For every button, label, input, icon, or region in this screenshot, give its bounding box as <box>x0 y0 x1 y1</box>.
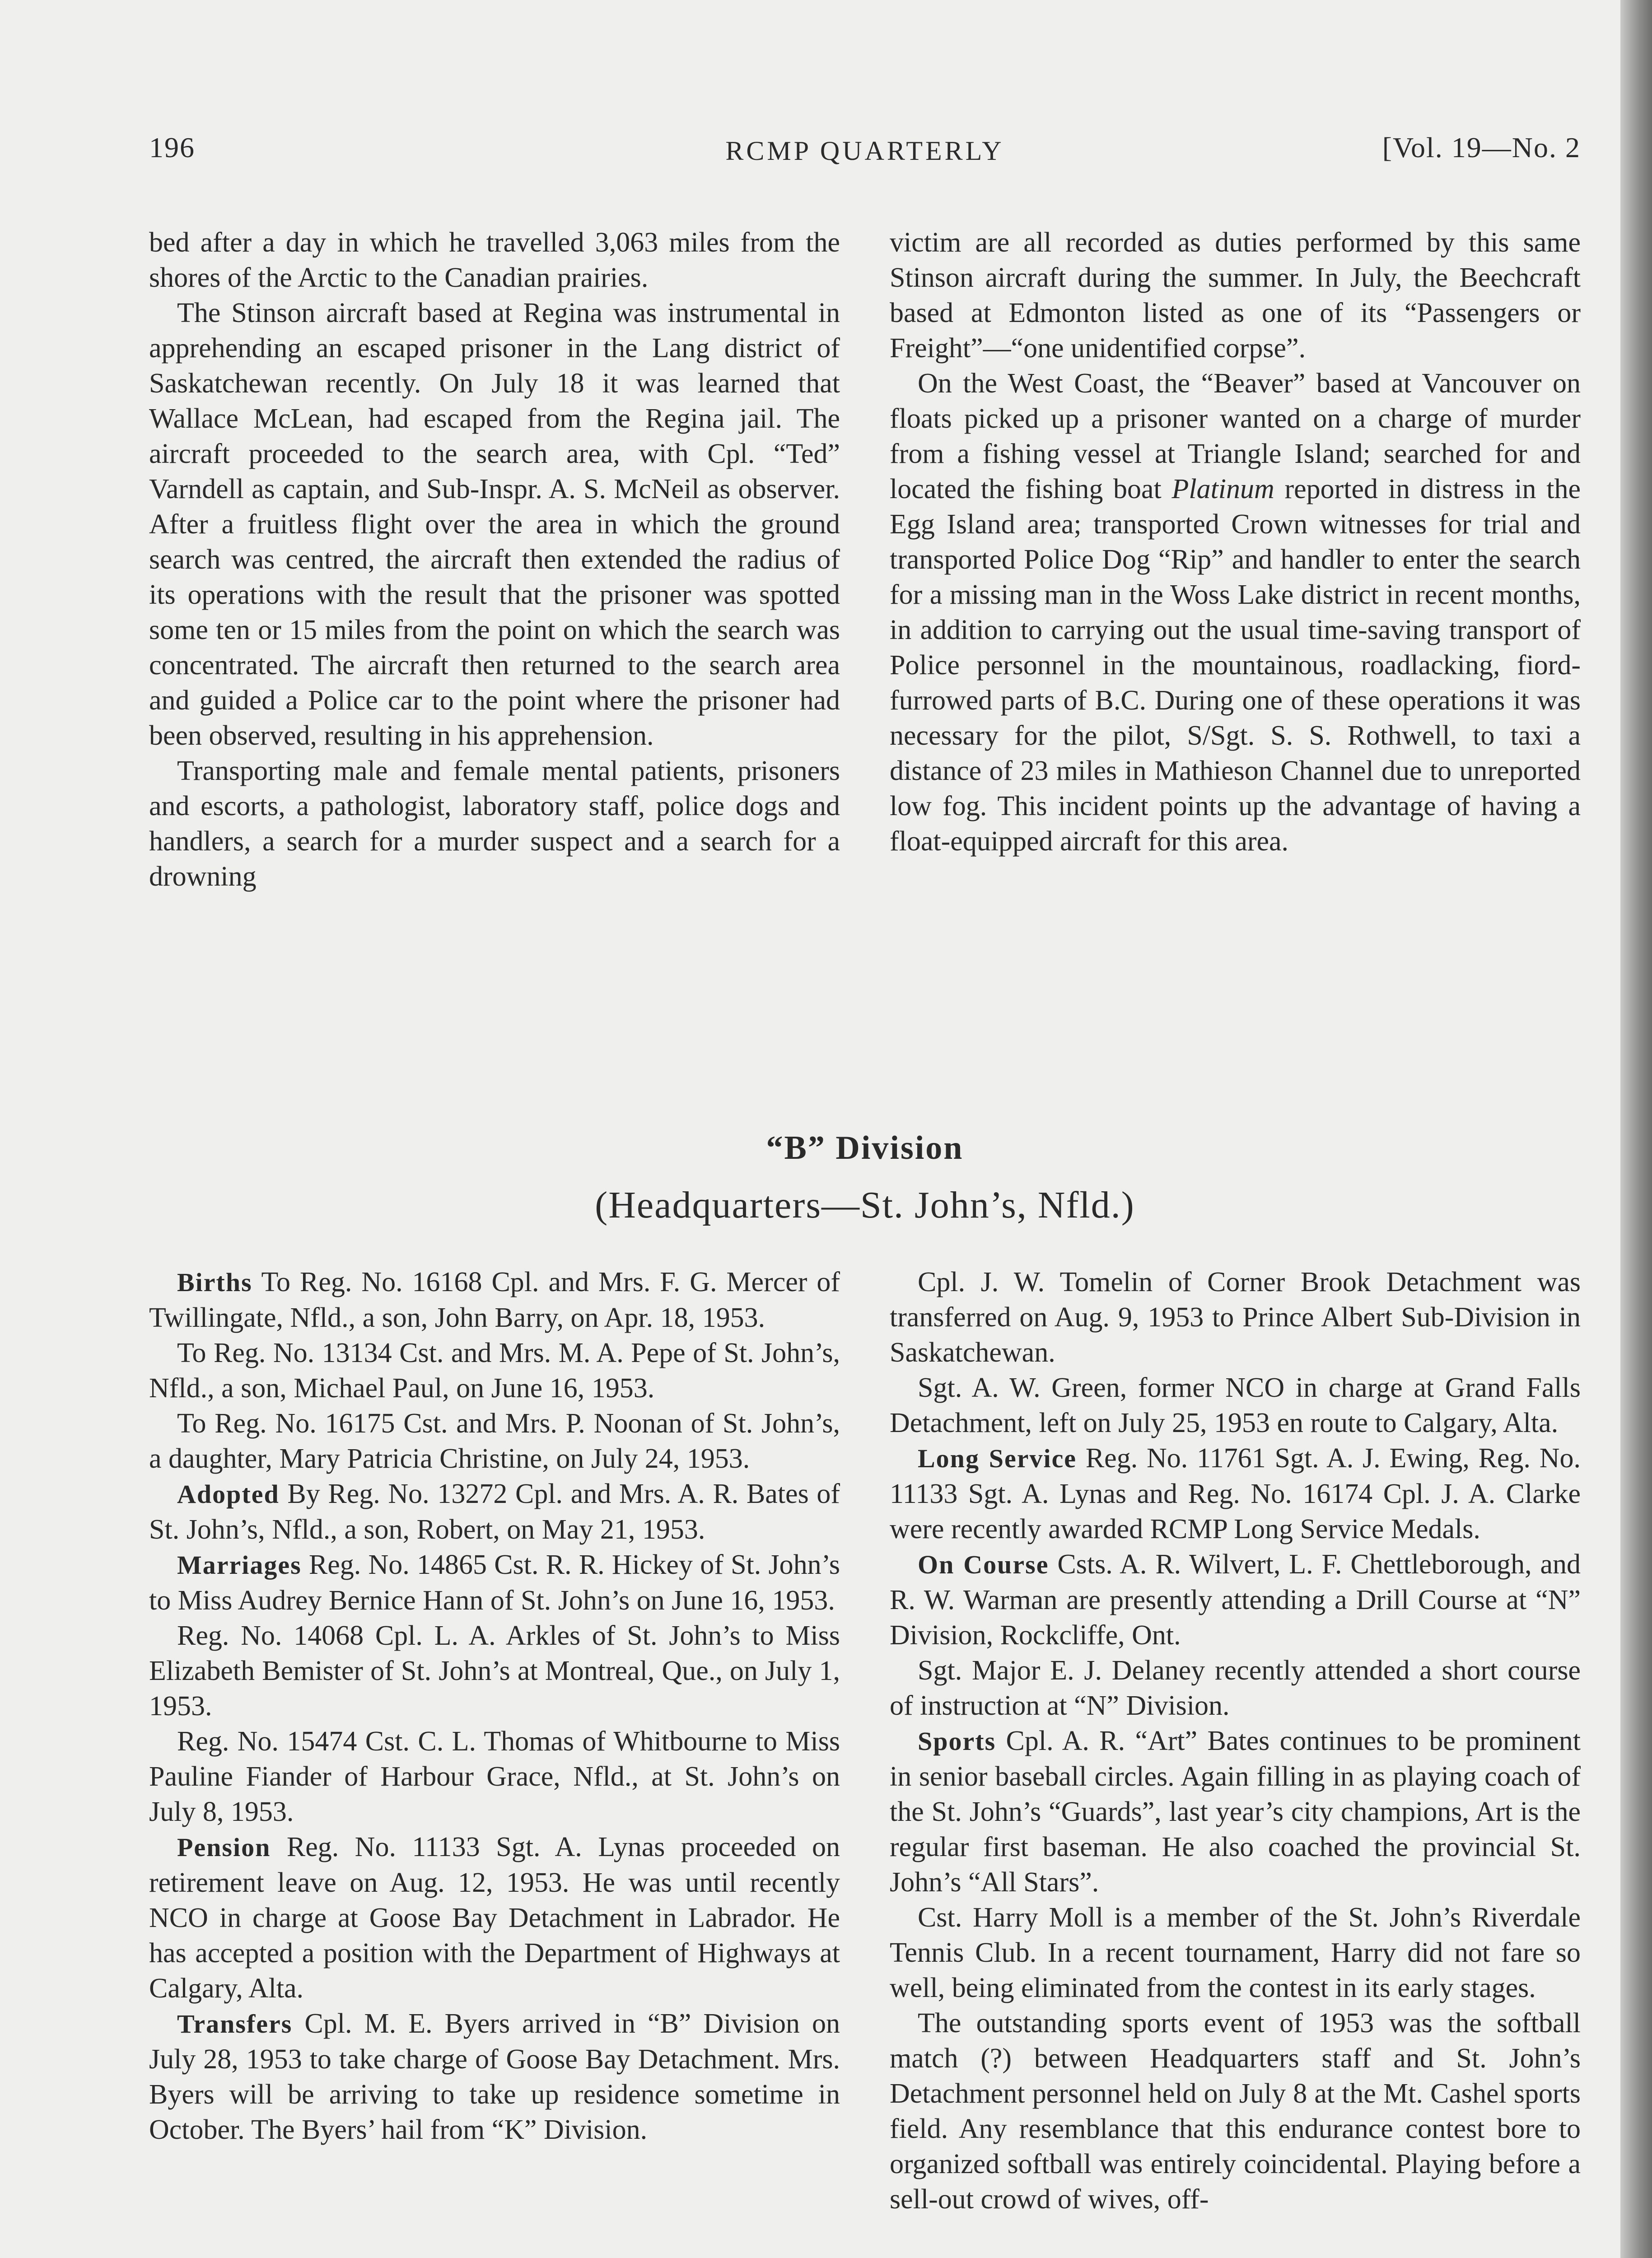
bottom-left-column <box>149 1264 840 2147</box>
paragraph: Cst. Harry Moll is a member of the St. John’s Riverdale Tennis Club. In a recent tournament, Harry did not fare so well, being eliminated from the contest in its early stages. <box>890 1902 1581 2003</box>
bottom-right-column <box>890 1264 1581 2217</box>
paragraph: victim are all recorded as duties performed by this same Stinson aircraft during the summer. In July, the Beechcraft based at Edmonton listed as one of its “Passengers or Freight”—“one unidentified corpse”. <box>890 227 1581 364</box>
paragraph: Transporting male and female mental patients, prisoners and escorts, a pathologist, laboratory staff, police dogs and handlers, a search for a murder suspect and a search for a drowning <box>149 756 840 892</box>
paragraph: The outstanding sports event of 1953 was the softball match (?) between Headquarters staff and St. John’s Detachment personnel held on July 8 at the Mt. Cashel sports field. Any resemblance that this endurance contest bore to organized softball was entirely coincidental. Playing before a sell-out crowd of wives, off- <box>890 2008 1581 2215</box>
text-run: Reg. No. 11133 Sgt. A. Lynas proceeded on retirement leave on Aug. 12, 1953. He was until recently NCO in charge at Goose Bay Detachment in Labrador. He has accepted a position with the Department of Highways at Calgary, Alta. <box>149 1832 840 2004</box>
text-run: Csts. A. R. Wilvert, L. F. Chettleborough, and R. W. Warman are presently attending a Drill Course at “N” Division, Rockcliffe, Ont. <box>890 1549 1581 1651</box>
top-right-column <box>890 225 1581 859</box>
paragraph: The Stinson aircraft based at Regina was instrumental in apprehending an escaped prisoner in the Lang district of Saskatchewan recently. On July 18 it was learned that Wallace McLean, had escaped from the Regina jail. The aircraft proceeded to the search area, with Cpl. “Ted” Varndell as captain, and Sub-Inspr. A. S. McNeil as observer. After a fruitless flight over the area in which the ground search was centred, the aircraft then extended the radius of its operations with the result that the prisoner was spotted some ten or 15 miles from the point on which the search was concentrated. The aircraft then returned to the search area and guided a Police car to the point where the prisoner had been observed, resulting in his apprehension. <box>149 298 840 751</box>
section-label-births: Births <box>177 1268 252 1297</box>
page-number: 196 <box>149 131 195 163</box>
text-run: Reg. No. 11761 Sgt. A. J. Ewing, Reg. No. 11133 Sgt. A. Lynas and Reg. No. 16174 Cpl. J. A. Clarke were recently awarded RCMP Long Service Medals. <box>890 1443 1581 1544</box>
paragraph <box>149 1476 840 1547</box>
section-label-sports: Sports <box>918 1726 996 1756</box>
paragraph: Reg. No. 15474 Cst. C. L. Thomas of Whitbourne to Miss Pauline Fiander of Harbour Grace, Nfld., at St. John’s on July 8, 1953. <box>149 1726 840 1827</box>
section-label-transfers: Transfers <box>177 2009 293 2039</box>
text-run: On the West Coast, the “Beaver” based at Vancouver on floats picked up a prisoner wanted on a charge of murder from a fishing vessel at Triangle Island; searched for and located the fishing boat <box>890 368 1581 504</box>
text-run: By Reg. No. 13272 Cpl. and Mrs. A. R. Bates of St. John’s, Nfld., a son, Robert, on May 21, 1953. <box>149 1479 840 1545</box>
paragraph: To Reg. No. 13134 Cst. and Mrs. M. A. Pepe of St. John’s, Nfld., a son, Michael Paul, on June 16, 1953. <box>149 1338 840 1404</box>
journal-title: RCMP QUARTERLY <box>725 136 1004 166</box>
paragraph: Sgt. Major E. J. Delaney recently attended a short course of instruction at “N” Division. <box>890 1655 1581 1721</box>
paragraph <box>149 1547 840 1618</box>
text-run: Cpl. A. R. “Art” Bates continues to be prominent in senior baseball circles. Again filling in as playing coach of the St. John’s “Guards”, last year’s city champions, Art is the regular first baseman. He also coached the provincial St. John’s “All Stars”. <box>890 1726 1581 1898</box>
section-label-on-course: On Course <box>918 1550 1049 1579</box>
paragraph <box>149 2006 840 2147</box>
boat-name: Platinum <box>1171 474 1274 504</box>
paragraph <box>890 1441 1581 1547</box>
text-run: Cpl. M. E. Byers arrived in “B” Division on July 28, 1953 to take charge of Goose Bay Detachment. Mrs. Byers will be arriving to take up residence sometime in October. The Byers’ hail from “K” Division. <box>149 2008 840 2145</box>
paragraph: Sgt. A. W. Green, former NCO in charge at Grand Falls Detachment, left on July 25, 1953 en route to Calgary, Alta. <box>890 1372 1581 1438</box>
section-label-adopted: Adopted <box>177 1479 280 1509</box>
section-label-marriages: Marriages <box>177 1550 302 1580</box>
paragraph <box>890 366 1581 859</box>
paragraph: To Reg. No. 16175 Cst. and Mrs. P. Noonan of St. John’s, a daughter, Mary Patricia Christine, on July 24, 1953. <box>149 1408 840 1474</box>
division-subheading: (Headquarters—St. John’s, Nfld.) <box>595 1184 1135 1226</box>
text-run: Reg. No. 14865 Cst. R. R. Hickey of St. John’s to Miss Audrey Bernice Hann of St. John’s on June 16, 1953. <box>149 1549 840 1616</box>
text-run: reported in distress in the Egg Island area; transported Crown witnesses for trial and transported Police Dog “Rip” and handler to enter the search for a missing man in the Woss Lake district in recent months, in addition to carrying out the usual time-saving transport of Police personnel in the mountainous, roadlacking, fiord-furrowed parts of B.C. During one of these operations it was necessary for the pilot, S/Sgt. S. S. Rothwell, to taxi a distance of 23 miles in Mathieson Channel due to unreported low fog. This incident points up the advantage of having a float-equipped aircraft for this area. <box>890 474 1581 857</box>
division-heading: “B” Division <box>766 1129 964 1166</box>
paragraph: Reg. No. 14068 Cpl. L. A. Arkles of St. John’s to Miss Elizabeth Bemister of St. John’s at Montreal, Que., on July 1, 1953. <box>149 1620 840 1721</box>
paragraph <box>149 1829 840 2006</box>
top-left-column <box>149 225 840 894</box>
text-run: To Reg. No. 16168 Cpl. and Mrs. F. G. Mercer of Twillingate, Nfld., a son, John Barry, on Apr. 18, 1953. <box>149 1267 840 1333</box>
section-label-pension: Pension <box>177 1833 271 1862</box>
volume-issue: [Vol. 19—No. 2 <box>1382 131 1581 163</box>
page-edge-shadow <box>1620 0 1652 2258</box>
page-header <box>149 131 1581 172</box>
section-label-long-service: Long Service <box>918 1444 1077 1473</box>
paragraph: Cpl. J. W. Tomelin of Corner Brook Detachment was transferred on Aug. 9, 1953 to Prince Albert Sub-Division in Saskatchewan. <box>890 1267 1581 1368</box>
paragraph <box>149 1264 840 1335</box>
paragraph: bed after a day in which he travelled 3,063 miles from the shores of the Arctic to the Canadian prairies. <box>149 227 840 293</box>
paragraph <box>890 1723 1581 1900</box>
paragraph <box>890 1547 1581 1653</box>
